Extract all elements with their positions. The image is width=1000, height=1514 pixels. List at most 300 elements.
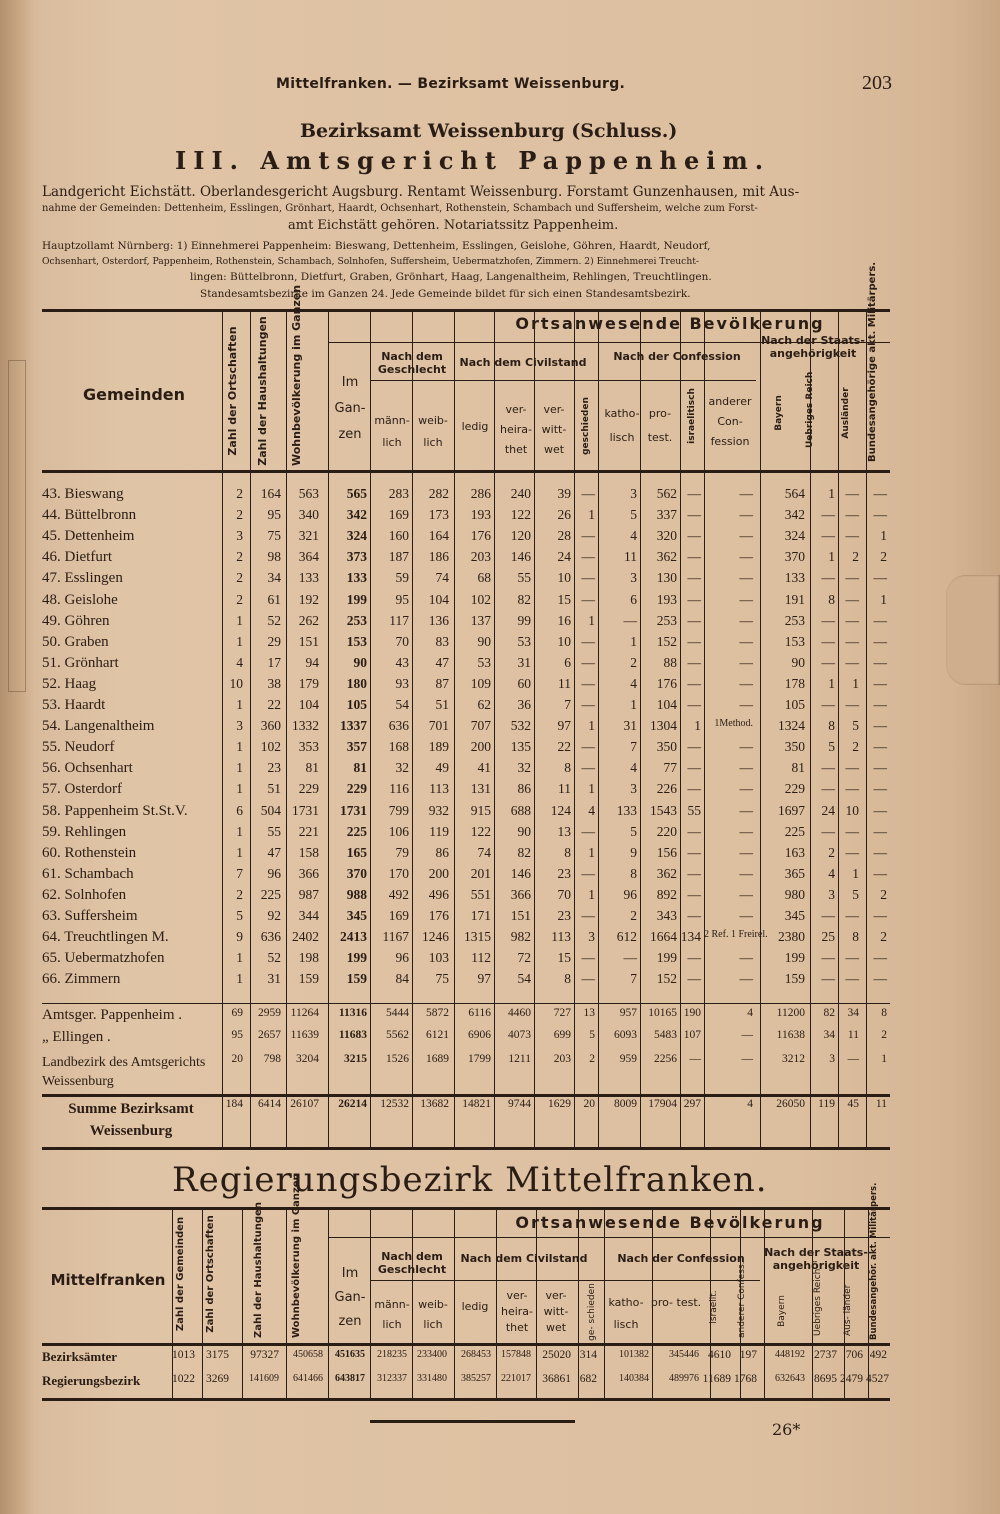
row-cell: — [845, 486, 859, 501]
row-cell: 1 [236, 823, 243, 839]
row-cell: 448192 [775, 1349, 805, 1360]
row-cell: — [581, 549, 595, 565]
row-cell: — [739, 908, 753, 923]
row-cell: — [873, 802, 887, 818]
table-row [42, 549, 890, 570]
row-cell: 1 [236, 781, 243, 797]
row-cell: 81 [353, 760, 367, 776]
row-cell: 122 [470, 823, 491, 839]
row-cell: — [581, 528, 595, 544]
row-name: 47. Esslingen [42, 570, 123, 587]
row-cell: 38 [267, 675, 281, 691]
row-cell: 104 [428, 591, 449, 607]
row-cell: — [821, 950, 835, 966]
row-cell: — [873, 570, 887, 586]
row-cell: 199 [346, 950, 367, 966]
row-cell: 221 [298, 823, 319, 839]
row-cell: 23 [267, 760, 281, 776]
row-cell: 9744 [508, 1098, 531, 1110]
row-cell: 1 [880, 591, 887, 607]
row-name: 44. Büttelbronn [42, 507, 137, 524]
row-cell: 504 [260, 802, 281, 818]
row-cell: 297 [683, 1098, 701, 1110]
row-cell: 10 [229, 675, 243, 691]
row-cell: 170 [388, 865, 409, 881]
row-cell: 2256 [654, 1053, 677, 1065]
row-cell: 137 [470, 612, 491, 628]
row-cell: 82 [823, 1007, 835, 1019]
table-row [42, 887, 890, 908]
row-cell: 6414 [258, 1098, 281, 1110]
row-cell: 324 [784, 528, 805, 544]
row-cell: — [581, 570, 595, 586]
region-verwittwet-header: ver- witt- wet [543, 1289, 569, 1334]
row-name: Regierungsbezirk [42, 1373, 141, 1388]
row-cell: — [687, 570, 701, 586]
row-cell: 799 [388, 802, 409, 818]
row-cell: — [873, 844, 887, 860]
region-wohnbev-header: Wohnbevölkerung im Ganzen [291, 1173, 302, 1338]
row-cell: 373 [346, 549, 367, 565]
row-cell: 3 [829, 1053, 835, 1065]
row-cell: 11683 [338, 1029, 367, 1041]
row-cell: 324 [346, 528, 367, 544]
row-cell: — [845, 612, 859, 628]
row-cell: — [739, 760, 753, 776]
row-cell: 1543 [650, 802, 677, 818]
row-cell: 321 [298, 528, 319, 544]
row-cell: 5483 [654, 1029, 677, 1041]
row-cell: — [845, 760, 859, 776]
row-cell: 229 [784, 781, 805, 797]
row-cell: — [739, 507, 753, 523]
row-name: 59. Rehlingen [42, 823, 127, 840]
row-cell: — [739, 633, 753, 649]
row-cell: 4 [236, 654, 243, 670]
row-name: 46. Dietfurt [42, 549, 112, 566]
row-cell: 344 [298, 908, 319, 923]
row-cell: 385257 [461, 1373, 491, 1384]
row-cell: 345 [784, 908, 805, 923]
row-cell: 532 [510, 718, 531, 734]
row-cell: 2 [880, 549, 887, 565]
row-name: 64. Treuchtlingen M. [42, 929, 169, 946]
row-cell: 957 [619, 1007, 637, 1019]
row-name: 61. Schambach [42, 865, 134, 882]
row-cell: — [845, 570, 859, 586]
row-cell: 1 [588, 781, 595, 797]
row-cell: 3204 [296, 1053, 319, 1065]
row-cell: — [739, 591, 753, 607]
region-geschieden-header: ge- schieden [587, 1283, 597, 1341]
region-confession-header: Nach der Confession [617, 1252, 745, 1265]
row-cell: 153 [784, 633, 805, 649]
table-row [42, 803, 890, 824]
israelitisch-header: israelitisch [687, 388, 697, 444]
row-cell: 152 [656, 633, 677, 649]
row-cell: 103 [428, 950, 449, 966]
uebriges-reich-header: Uebriges Reich [805, 371, 815, 448]
row-cell: 90 [791, 654, 805, 670]
row-cell: — [687, 844, 701, 860]
row-cell: 140384 [619, 1373, 649, 1384]
row-cell: 8 [828, 591, 835, 607]
header-line-7: Standesamtsbezirke im Ganzen 24. Jede Gemeinde bildet für sich einen Standesamtsbezirk. [200, 288, 691, 300]
row-cell: 253 [784, 612, 805, 628]
row-cell: — [687, 697, 701, 712]
row-cell: 353 [298, 739, 319, 755]
row-cell: — [581, 760, 595, 776]
row-cell: 53 [477, 654, 491, 670]
row-cell: 1 [881, 1053, 887, 1065]
row-cell: 636 [260, 929, 281, 945]
page-title: Bezirksamt Weissenburg (Schluss.) [300, 120, 678, 142]
row-cell: 8009 [614, 1098, 637, 1110]
running-head: Mittelfranken. — Bezirksamt Weissenburg. [276, 76, 626, 92]
row-cell: 159 [346, 971, 367, 987]
row-cell: 25020 [542, 1349, 571, 1361]
row-cell: 52 [267, 950, 281, 966]
row-cell: 2 [630, 908, 637, 923]
row-cell: 682 [579, 1373, 597, 1385]
row-cell: 133 [784, 570, 805, 586]
region-ledig-header: ledig [461, 1300, 489, 1313]
row-cell: 112 [471, 950, 491, 966]
row-cell: 52 [267, 612, 281, 628]
row-cell: 2479 [840, 1373, 863, 1385]
row-cell: 8 [564, 971, 571, 987]
region-haushaltungen-header: Zahl der Haushaltungen [253, 1202, 264, 1338]
row-cell: 2 [589, 1053, 595, 1065]
table-row [42, 507, 890, 528]
row-cell: — [821, 823, 835, 839]
row-cell: 107 [683, 1029, 701, 1041]
row-cell: 1799 [468, 1053, 491, 1065]
row-cell: 36 [517, 697, 531, 712]
row-cell: 96 [267, 865, 281, 881]
row-cell: 2402 [292, 929, 319, 945]
row-cell: 17 [267, 654, 281, 670]
row-cell: 932 [428, 802, 449, 818]
row-cell: 199 [346, 591, 367, 607]
row-cell: — [739, 844, 753, 860]
row-cell: 2 [236, 591, 243, 607]
row-cell: 225 [260, 886, 281, 902]
row-cell: 104 [656, 697, 677, 712]
row-cell: 198 [298, 950, 319, 966]
row-cell: 2 [880, 929, 887, 945]
row-cell: 17904 [648, 1098, 677, 1110]
region-andere-header: anderer Confess. [737, 1261, 747, 1338]
row-cell: 36861 [542, 1373, 571, 1385]
row-cell: 130 [656, 570, 677, 586]
row-cell: 11316 [338, 1007, 367, 1019]
row-cell: — [845, 591, 859, 607]
row-cell: 1211 [508, 1053, 531, 1065]
row-cell: 90 [517, 823, 531, 839]
row-cell: 727 [553, 1007, 571, 1019]
page-number: 203 [862, 72, 892, 94]
row-cell: 34 [267, 570, 281, 586]
row-cell: 203 [553, 1053, 571, 1065]
row-cell: 187 [388, 549, 409, 565]
table-row [42, 592, 890, 613]
wohnbev-header: Wohnbevölkerung im Ganzen [290, 284, 303, 466]
row-cell: 51 [267, 781, 281, 797]
row-cell: 99 [517, 612, 531, 628]
row-cell: — [581, 591, 595, 607]
row-cell: 565 [346, 486, 367, 501]
table-row [42, 570, 890, 591]
row-cell: 364 [298, 549, 319, 565]
row-cell: — [821, 633, 835, 649]
row-cell: 1 [630, 697, 637, 712]
row-cell: 3 [588, 929, 595, 945]
header-line-5: Ochsenhart, Osterdorf, Pappenheim, Rothenstein, Schambach, Solnhofen, Suffersheim, Uebermatzhofen, Zimmern. 2) Einnehmerei Treucht- [42, 256, 700, 267]
header-line-3: amt Eichstätt gehören. Notariatssitz Pappenheim. [288, 218, 619, 233]
row-cell: — [845, 633, 859, 649]
row-cell: 29 [267, 633, 281, 649]
region-geschlecht-header: Nach dem Geschlecht [377, 1250, 447, 1276]
row-cell: 5 [630, 507, 637, 523]
row-cell: 5444 [386, 1007, 409, 1019]
row-cell: — [873, 675, 887, 691]
row-cell: 253 [656, 612, 677, 628]
row-cell: — [687, 908, 701, 923]
row-cell: 5562 [386, 1029, 409, 1041]
row-cell: — [821, 781, 835, 797]
row-cell: 15 [557, 950, 571, 966]
andere-confession-header: anderer Con- fession [708, 395, 752, 448]
row-cell: 26050 [776, 1098, 805, 1110]
row-cell: 8 [564, 760, 571, 776]
row-cell: 1 [236, 844, 243, 860]
row-cell: 95 [231, 1029, 243, 1041]
row-cell: 102 [260, 739, 281, 755]
verwittwet-header: ver- witt- wet [541, 403, 567, 456]
row-cell: 3 [630, 486, 637, 501]
row-cell: 11 [624, 549, 637, 565]
row-cell: 5 [630, 823, 637, 839]
row-cell: 23 [557, 908, 571, 923]
row-cell: 151 [298, 633, 319, 649]
row-cell: — [687, 760, 701, 776]
row-cell: 152 [656, 971, 677, 987]
row-cell: 982 [510, 929, 531, 945]
footer-rule [370, 1420, 575, 1423]
row-cell: 218235 [377, 1349, 407, 1360]
row-cell: 77 [663, 760, 677, 776]
row-cell: 131 [470, 781, 491, 797]
row-cell: 15 [557, 591, 571, 607]
row-cell: 104 [298, 697, 319, 712]
row-cell: — [845, 781, 859, 797]
row-cell: 102 [470, 591, 491, 607]
row-cell: 9 [630, 844, 637, 860]
row-cell: 706 [845, 1349, 863, 1361]
gemeinden-header: Gemeinden [82, 385, 186, 404]
row-cell: — [687, 528, 701, 544]
weiblich-header: weib- lich [418, 414, 448, 449]
row-cell: — [873, 486, 887, 501]
row-cell: 74 [477, 844, 491, 860]
row-cell: 1689 [426, 1053, 449, 1065]
row-cell: — [739, 739, 753, 755]
row-cell: 551 [470, 886, 491, 902]
row-cell: 192 [298, 591, 319, 607]
row-cell: 136 [428, 612, 449, 628]
row-cell: 22 [267, 697, 281, 712]
row-cell: — [821, 971, 835, 987]
row-cell: — [687, 886, 701, 902]
row-cell: 90 [477, 633, 491, 649]
region-ortschaften-header: Zahl der Ortschaften [205, 1215, 216, 1333]
row-cell: 362 [656, 549, 677, 565]
table-end-rule [42, 1147, 890, 1150]
row-cell: 151 [510, 908, 531, 923]
row-cell: 492 [869, 1349, 887, 1361]
row-cell: 49 [435, 760, 449, 776]
row-cell: 43 [395, 654, 409, 670]
row-cell: — [845, 507, 859, 523]
header-line-6: lingen: Büttelbronn, Dietfurt, Graben, Grönhart, Haag, Langenaltheim, Rehlingen, Treuchtlingen. [190, 271, 712, 283]
row-cell: 350 [784, 739, 805, 755]
row-cell: 6 [564, 654, 571, 670]
row-cell: — [873, 760, 887, 776]
row-cell: 4 [630, 528, 637, 544]
row-cell: 201 [470, 865, 491, 881]
row-cell: 221017 [501, 1373, 531, 1384]
row-cell: 190 [683, 1007, 701, 1019]
katholisch-header: katho- lisch [604, 407, 640, 444]
row-cell: 6 [236, 802, 243, 818]
ledig-header: ledig [461, 420, 489, 433]
row-cell: 342 [346, 507, 367, 523]
table-row [42, 676, 890, 697]
row-cell: 1337 [340, 718, 367, 734]
row-cell: 1 [630, 633, 637, 649]
row-cell: 6906 [468, 1029, 491, 1041]
table-row [42, 824, 890, 845]
row-cell: 23 [557, 865, 571, 881]
row-cell: — [739, 654, 753, 670]
row-cell: — [873, 781, 887, 797]
row-cell: 5872 [426, 1007, 449, 1019]
row-cell: 117 [389, 612, 409, 628]
row-cell: — [581, 675, 595, 691]
row-cell: 24 [821, 802, 835, 818]
row-cell: 240 [510, 486, 531, 501]
region-group-rule [370, 1280, 760, 1281]
row-cell: 82 [517, 591, 531, 607]
row-cell: 489976 [669, 1373, 699, 1384]
row-cell: — [821, 507, 835, 523]
row-cell: 1324 [778, 718, 805, 734]
row-cell: 97327 [250, 1349, 279, 1361]
row-cell: 2 Ref. 1 Freirel. [704, 929, 768, 941]
row-cell: 113 [551, 929, 571, 945]
row-cell: — [623, 612, 637, 628]
row-cell: 81 [791, 760, 805, 776]
row-cell: 189 [428, 739, 449, 755]
row-name: 66. Zimmern [42, 971, 121, 988]
row-name: 49. Göhren [42, 612, 110, 629]
row-cell: 10165 [648, 1007, 677, 1019]
table-row [42, 528, 890, 549]
group-header-rule [370, 380, 756, 381]
row-cell: 159 [298, 971, 319, 987]
row-cell: 366 [298, 865, 319, 881]
row-cell: 8 [852, 929, 859, 945]
row-cell: 186 [428, 549, 449, 565]
row-cell: — [741, 1053, 753, 1065]
region-protestantisch-header: pro- test. [650, 1296, 702, 1309]
row-cell: 4 [588, 802, 595, 818]
table-row [42, 950, 890, 971]
region-title: Regierungsbezirk Mittelfranken. [172, 1160, 768, 1200]
row-cell: 345446 [669, 1349, 699, 1360]
header-line-4: Hauptzollamt Nürnberg: 1) Einnehmerei Pappenheim: Bieswang, Dettenheim, Esslingen, Geislohe, Göhren, Haardt, Neudorf, [42, 240, 711, 252]
row-cell: 79 [395, 844, 409, 860]
row-cell: 96 [395, 950, 409, 966]
super-header: Ortsanwesende Bevölkerung [515, 314, 825, 333]
row-cell: 370 [784, 549, 805, 565]
row-cell: 283 [388, 486, 409, 501]
region-katholisch-header: katho- lisch [608, 1296, 644, 1331]
row-cell: 7 [630, 971, 637, 987]
row-cell: — [873, 612, 887, 628]
row-cell: — [581, 697, 595, 712]
verheiratet-header: ver- heira- thet [499, 403, 533, 456]
row-cell: 124 [550, 802, 571, 818]
row-cell: 11264 [290, 1007, 319, 1019]
row-cell: 2 [236, 486, 243, 501]
row-cell: 2737 [814, 1349, 837, 1361]
row-cell: 1 [828, 675, 835, 691]
row-cell: 94 [305, 654, 319, 670]
row-cell: 96 [623, 886, 637, 902]
row-cell: — [845, 844, 859, 860]
row-name: 53. Haardt [42, 697, 106, 713]
row-cell: 4 [630, 760, 637, 776]
row-cell: — [821, 697, 835, 712]
row-cell: 2657 [258, 1029, 281, 1041]
row-cell: 134 [680, 929, 701, 945]
row-cell: — [739, 486, 753, 501]
row-cell: — [739, 549, 753, 565]
geschlecht-header: Nach dem Geschlecht [377, 350, 447, 376]
row-cell: 146 [510, 865, 531, 881]
row-cell: 8 [564, 844, 571, 860]
row-cell: 41 [477, 760, 491, 776]
row-cell: 179 [298, 675, 319, 691]
row-cell: 1 [588, 886, 595, 902]
row-cell: — [739, 865, 753, 881]
row-cell: 163 [784, 844, 805, 860]
row-cell: — [845, 950, 859, 966]
row-cell: 97 [477, 971, 491, 987]
row-cell: 135 [510, 739, 531, 755]
row-cell: 184 [225, 1098, 243, 1110]
row-cell: 133 [346, 570, 367, 586]
row-cell: — [687, 781, 701, 797]
row-cell: 12532 [380, 1098, 409, 1110]
row-cell: 193 [656, 591, 677, 607]
row-cell: 158 [298, 844, 319, 860]
row-name: 57. Osterdorf [42, 781, 122, 798]
row-cell: — [847, 1053, 859, 1065]
row-cell: 109 [470, 675, 491, 691]
